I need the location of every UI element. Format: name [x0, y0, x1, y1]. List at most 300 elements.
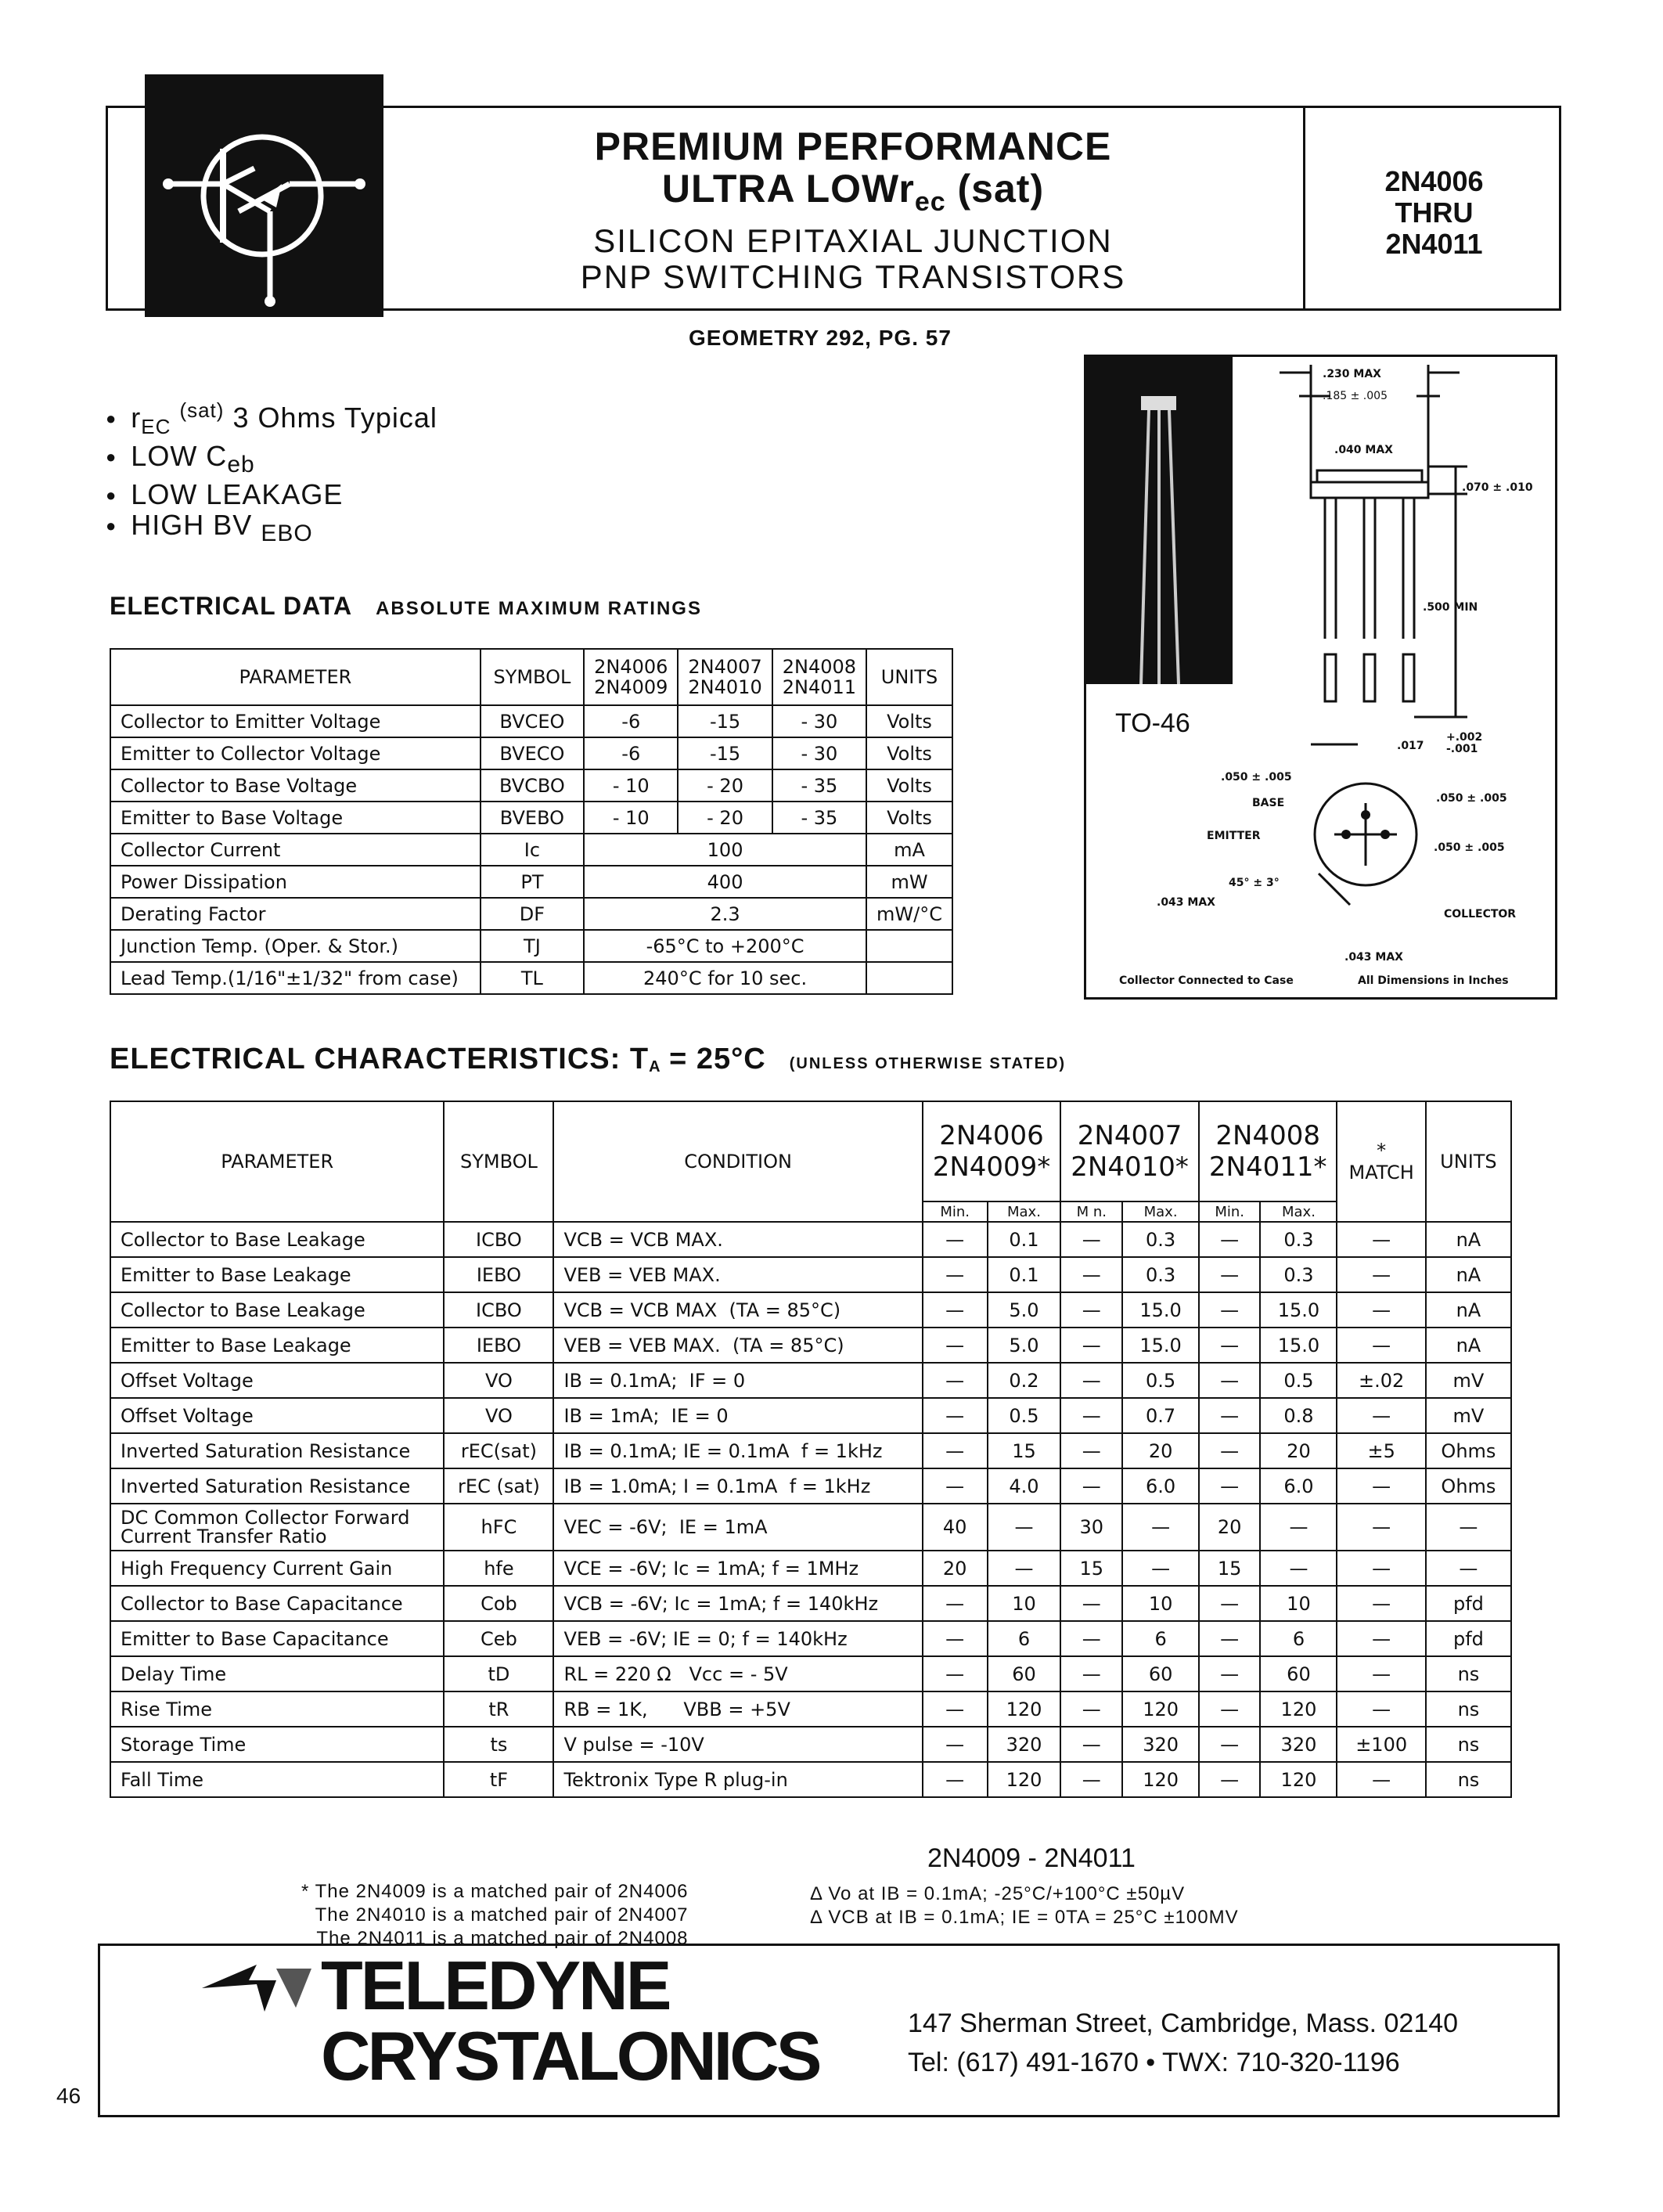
cell-symbol: tR	[444, 1691, 553, 1727]
cell-parameter: Delay Time	[110, 1656, 444, 1691]
cell-value: —	[1199, 1398, 1261, 1433]
cell-value: 15	[988, 1433, 1061, 1468]
dim-040: .040 MAX	[1334, 444, 1393, 456]
col-symbol: SYMBOL	[481, 649, 584, 705]
section-title-sub: A	[649, 1058, 661, 1076]
cell-value: —	[1060, 1363, 1122, 1398]
cell-value: 320	[1122, 1727, 1199, 1762]
cell-condition: IB = 0.1mA; IF = 0	[553, 1363, 922, 1398]
cell-value: —	[988, 1551, 1061, 1586]
feature-item	[106, 480, 437, 510]
abs-rows	[110, 705, 952, 994]
cell-value: 0.3	[1260, 1222, 1337, 1257]
cell-value: 400	[584, 866, 866, 898]
cell-value: —	[923, 1433, 988, 1468]
title-line1: PREMIUM PERFORMANCE	[594, 124, 1112, 168]
cell-value: —	[1260, 1551, 1337, 1586]
section-title: ELECTRICAL CHARACTERISTICS: T	[110, 1043, 650, 1075]
cell-value: 4.0	[988, 1468, 1061, 1504]
cell-value: —	[1060, 1762, 1122, 1797]
cell-condition: IB = 0.1mA; IE = 0.1mA f = 1kHz	[553, 1433, 922, 1468]
cell-match: —	[1337, 1621, 1425, 1656]
table-row	[110, 1292, 1511, 1328]
cell-param: Lead Temp.(1/16"±1/32" from case)	[110, 962, 481, 994]
cell-match: —	[1337, 1398, 1425, 1433]
geometry-reference: GEOMETRY 292, PG. 57	[689, 326, 952, 350]
cell-units: mW/°C	[866, 898, 952, 930]
cell-value: —	[1060, 1292, 1122, 1328]
matched-pair-notes	[301, 1880, 689, 1951]
part-line2: THRU	[1395, 196, 1474, 229]
table-row	[110, 1328, 1511, 1363]
brand-line2: CRYSTALONICS	[321, 2017, 819, 2095]
cell-value: —	[1199, 1762, 1261, 1797]
collector-pin-icon	[1380, 830, 1390, 839]
cell-units: pfd	[1426, 1621, 1511, 1656]
transistor-photo-icon	[1086, 357, 1233, 684]
cell-value: —	[1060, 1222, 1122, 1257]
table-row	[110, 1727, 1511, 1762]
transistor-symbol-logo	[145, 74, 383, 317]
feature-item	[106, 395, 437, 441]
title-line2-sub: ec	[914, 187, 946, 217]
cell-param: Collector Current	[110, 834, 481, 866]
cell-value: 60	[1122, 1656, 1199, 1691]
cell-parameter: Fall Time	[110, 1762, 444, 1797]
feature-item	[106, 510, 437, 549]
table-row	[110, 962, 952, 994]
table-row	[110, 1504, 1511, 1551]
cell-value: —	[1199, 1222, 1261, 1257]
title-line3: SILICON EPITAXIAL JUNCTION	[593, 222, 1113, 259]
cell-parameter: Collector to Base Leakage	[110, 1292, 444, 1328]
table-row	[110, 1363, 1511, 1398]
cell-symbol: Cob	[444, 1586, 553, 1621]
cell-value: —	[1199, 1257, 1261, 1292]
cell-symbol: IEBO	[444, 1257, 553, 1292]
col-units: UNITS	[866, 649, 952, 705]
cell-value: —	[1060, 1656, 1122, 1691]
note-collector-case: Collector Connected to Case	[1119, 975, 1294, 987]
label-emitter: EMITTER	[1207, 830, 1261, 842]
table-row	[110, 1656, 1511, 1691]
cell-match: —	[1337, 1586, 1425, 1621]
dim-050b: .050 ± .005	[1436, 792, 1507, 805]
cell-symbol: IEBO	[444, 1328, 553, 1363]
match-star: *	[1377, 1140, 1387, 1162]
cell-v3: - 35	[772, 769, 866, 802]
label-base: BASE	[1252, 797, 1285, 809]
cell-value: 120	[988, 1691, 1061, 1727]
cell-value: —	[988, 1504, 1061, 1551]
cell-value: 0.2	[988, 1363, 1061, 1398]
cell-value: —	[1199, 1328, 1261, 1363]
cell-value: —	[923, 1656, 988, 1691]
cell-v1: -6	[584, 705, 678, 737]
table-row	[110, 737, 952, 769]
cell-value: 6	[988, 1621, 1061, 1656]
cell-units: Volts	[866, 802, 952, 834]
table-row	[110, 1398, 1511, 1433]
cell-value: 6.0	[1260, 1468, 1337, 1504]
cell-value: 15	[1060, 1551, 1122, 1586]
cell-parameter: Emitter to Base Leakage	[110, 1328, 444, 1363]
cell-value: —	[1199, 1363, 1261, 1398]
cell-parameter: Inverted Saturation Resistance	[110, 1468, 444, 1504]
cell-condition: VEC = -6V; IE = 1mA	[553, 1504, 922, 1551]
cell-value: —	[1199, 1468, 1261, 1504]
cell-param: Collector to Emitter Voltage	[110, 705, 481, 737]
cell-value: 120	[1122, 1691, 1199, 1727]
title-line2-text: ULTRA LOWr	[661, 167, 915, 211]
cell-value: —	[923, 1691, 988, 1727]
cell-units: Ohms	[1426, 1468, 1511, 1504]
cell-value: 120	[1260, 1691, 1337, 1727]
teledyne-logo-icon	[202, 1961, 319, 2016]
feature-text: LOW C	[131, 440, 228, 473]
table-row	[110, 834, 952, 866]
cell-value: 15.0	[1260, 1292, 1337, 1328]
cell-symbol: hFC	[444, 1504, 553, 1551]
cell-condition: Tektronix Type R plug-in	[553, 1762, 922, 1797]
cell-condition: VEB = VEB MAX.	[553, 1257, 922, 1292]
cell-parameter: Collector to Base Leakage	[110, 1222, 444, 1257]
cell-units: ns	[1426, 1691, 1511, 1727]
part-number-block	[1307, 166, 1561, 260]
cell-condition: VCB = VCB MAX.	[553, 1222, 922, 1257]
cell-match: —	[1337, 1468, 1425, 1504]
footnote: * The 2N4009 is a matched pair of 2N4006	[301, 1881, 689, 1902]
feature-item	[106, 441, 437, 480]
table-row	[110, 1257, 1511, 1292]
cell-param: Collector to Base Voltage	[110, 769, 481, 802]
cell-units: mW	[866, 866, 952, 898]
cell-condition: VCB = VCB MAX (TA = 85°C)	[553, 1292, 922, 1328]
cell-symbol: BVCBO	[481, 769, 584, 802]
cell-value: —	[923, 1762, 988, 1797]
cell-value: —	[923, 1621, 988, 1656]
cell-value: 15.0	[1122, 1328, 1199, 1363]
cell-value: 30	[1060, 1504, 1122, 1551]
feature-text: LOW LEAKAGE	[131, 478, 344, 511]
cell-value: -65°C to +200°C	[584, 930, 866, 962]
feature-sub: EBO	[261, 521, 313, 547]
feature-text: r	[131, 402, 142, 434]
angle-label: 45° ± 3°	[1229, 877, 1280, 889]
cell-v3: - 30	[772, 705, 866, 737]
cell-value: 120	[1122, 1762, 1199, 1797]
col-group1: 2N4006 2N4009*	[923, 1101, 1061, 1201]
cell-condition: RL = 220 Ω Vcc = - 5V	[553, 1656, 922, 1691]
cell-value: 6.0	[1122, 1468, 1199, 1504]
cell-value: —	[1122, 1551, 1199, 1586]
cell-value: 20	[923, 1551, 988, 1586]
cell-symbol: VO	[444, 1363, 553, 1398]
feature-sup: (sat)	[179, 398, 225, 422]
footnote: The 2N4010 is a matched pair of 2N4007	[315, 1904, 689, 1926]
delta-spec: Δ Vo at IB = 0.1mA; -25°C/+100°C ±50µV	[810, 1883, 1186, 1904]
cell-units: mA	[866, 834, 952, 866]
max-label: Max.	[1260, 1201, 1337, 1222]
cell-symbol: rEC(sat)	[444, 1433, 553, 1468]
cell-symbol: BVCEO	[481, 705, 584, 737]
table-header-row	[110, 1101, 1511, 1201]
absolute-max-ratings-table	[110, 648, 953, 995]
section-subtitle: ABSOLUTE MAXIMUM RATINGS	[376, 598, 702, 619]
cell-v2: - 20	[678, 802, 772, 834]
cell-symbol: tD	[444, 1656, 553, 1691]
cell-value: 0.3	[1260, 1257, 1337, 1292]
cell-parameter: Collector to Base Capacitance	[110, 1586, 444, 1621]
cell-value: —	[923, 1468, 988, 1504]
package-name: TO-46	[1115, 708, 1190, 738]
cell-symbol: Ic	[481, 834, 584, 866]
cell-units: mV	[1426, 1363, 1511, 1398]
col-group3: 2N4008 2N4011	[772, 649, 866, 705]
cell-match: ±.02	[1337, 1363, 1425, 1398]
cell-v3: - 30	[772, 737, 866, 769]
cell-units: nA	[1426, 1257, 1511, 1292]
feature-sub: eb	[227, 452, 255, 478]
cell-symbol: hfe	[444, 1551, 553, 1586]
cell-symbol: rEC (sat)	[444, 1468, 553, 1504]
cell-units: —	[1426, 1551, 1511, 1586]
cell-match: —	[1337, 1222, 1425, 1257]
cell-value: —	[1199, 1586, 1261, 1621]
cell-value: —	[1122, 1504, 1199, 1551]
cell-value: —	[1060, 1586, 1122, 1621]
title-line2	[438, 168, 1268, 223]
cell-value: —	[1199, 1727, 1261, 1762]
cell-value: 40	[923, 1504, 988, 1551]
footnote: The 2N4011 is a matched pair of 2N4008	[316, 1928, 689, 1949]
min-label: Min.	[1199, 1201, 1261, 1222]
cell-value: 5.0	[988, 1292, 1061, 1328]
note-dimensions: All Dimensions in Inches	[1358, 975, 1509, 987]
cell-units: mV	[1426, 1398, 1511, 1433]
feature-list	[106, 395, 437, 549]
base-pin-icon	[1361, 810, 1370, 820]
cell-value: 10	[1122, 1586, 1199, 1621]
header-divider	[1303, 106, 1305, 311]
cell-parameter: Inverted Saturation Resistance	[110, 1433, 444, 1468]
title-line4: PNP SWITCHING TRANSISTORS	[580, 258, 1126, 295]
match-label: MATCH	[1348, 1162, 1414, 1183]
col-group2: 2N4007 2N4010	[678, 649, 772, 705]
cell-parameter: DC Common Collector Forward Current Transfer Ratio	[110, 1504, 444, 1551]
cell-value: —	[1060, 1691, 1122, 1727]
electrical-characteristics-table	[110, 1101, 1512, 1798]
cell-value: —	[1060, 1468, 1122, 1504]
cell-symbol: PT	[481, 866, 584, 898]
table-row	[110, 930, 952, 962]
cell-value: 6	[1260, 1621, 1337, 1656]
cell-value: 0.5	[1122, 1363, 1199, 1398]
cell-param: Emitter to Collector Voltage	[110, 737, 481, 769]
table-row	[110, 1586, 1511, 1621]
cell-units: nA	[1426, 1222, 1511, 1257]
cell-v3: - 35	[772, 802, 866, 834]
cell-units: Ohms	[1426, 1433, 1511, 1468]
cell-value: —	[923, 1398, 988, 1433]
dim-230: .230 MAX	[1323, 368, 1381, 380]
cell-value: —	[1060, 1257, 1122, 1292]
dim-185: .185 ± .005	[1323, 390, 1388, 402]
table-row	[110, 1468, 1511, 1504]
col-symbol: SYMBOL	[444, 1101, 553, 1222]
cell-parameter: Offset Voltage	[110, 1363, 444, 1398]
cell-value: 0.3	[1122, 1257, 1199, 1292]
col-match	[1337, 1101, 1425, 1222]
cell-value: —	[1060, 1621, 1122, 1656]
min-label: Min.	[923, 1201, 988, 1222]
table-row	[110, 866, 952, 898]
cell-condition: VEB = VEB MAX. (TA = 85°C)	[553, 1328, 922, 1363]
cell-units: nA	[1426, 1328, 1511, 1363]
cell-value: 15	[1199, 1551, 1261, 1586]
table-row	[110, 1222, 1511, 1257]
cell-param: Junction Temp. (Oper. & Stor.)	[110, 930, 481, 962]
cell-units: —	[1426, 1504, 1511, 1551]
table-row	[110, 1621, 1511, 1656]
cell-value: 2.3	[584, 898, 866, 930]
cell-value: 320	[1260, 1727, 1337, 1762]
cell-value: —	[1199, 1292, 1261, 1328]
cell-value: 10	[988, 1586, 1061, 1621]
dim-017-tolerance: +.002 -.001	[1446, 731, 1483, 755]
cell-value: —	[1260, 1504, 1337, 1551]
cell-match: —	[1337, 1504, 1425, 1551]
cell-value: —	[923, 1586, 988, 1621]
min-label: M n.	[1060, 1201, 1122, 1222]
cell-value: 60	[1260, 1656, 1337, 1691]
part-line3: 2N4011	[1385, 228, 1483, 260]
feature-sub: EC	[141, 415, 171, 439]
cell-value: —	[1060, 1398, 1122, 1433]
section-title-end: = 25°C	[660, 1043, 766, 1075]
cell-value: 240°C for 10 sec.	[584, 962, 866, 994]
cell-param: Derating Factor	[110, 898, 481, 930]
cell-value: —	[923, 1363, 988, 1398]
part-line1: 2N4006	[1384, 165, 1484, 197]
characteristics-heading	[110, 1043, 1066, 1076]
cell-symbol: ICBO	[444, 1222, 553, 1257]
cell-v1: - 10	[584, 802, 678, 834]
cell-value: 15.0	[1122, 1292, 1199, 1328]
cell-units: Volts	[866, 769, 952, 802]
company-address	[908, 2004, 1458, 2082]
dim-043a: .043 MAX	[1157, 896, 1215, 909]
cell-value: 60	[988, 1656, 1061, 1691]
cell-value: 0.3	[1122, 1222, 1199, 1257]
cell-condition: V pulse = -10V	[553, 1727, 922, 1762]
cell-value: 5.0	[988, 1328, 1061, 1363]
cell-value: 20	[1199, 1504, 1261, 1551]
cell-parameter: Offset Voltage	[110, 1398, 444, 1433]
cell-symbol: tF	[444, 1762, 553, 1797]
cell-symbol: VO	[444, 1398, 553, 1433]
feature-rest: 3 Ohms Typical	[224, 402, 437, 434]
cell-value: —	[923, 1328, 988, 1363]
col-condition: CONDITION	[553, 1101, 922, 1222]
cell-condition: VCB = -6V; Ic = 1mA; f = 140kHz	[553, 1586, 922, 1621]
dim-070: .070 ± .010	[1462, 481, 1533, 494]
cell-units: ns	[1426, 1762, 1511, 1797]
characteristics-rows	[110, 1222, 1511, 1797]
cell-parameter: Emitter to Base Leakage	[110, 1257, 444, 1292]
feature-text: HIGH BV	[131, 509, 253, 542]
table-header-row	[110, 649, 952, 705]
cell-symbol: ts	[444, 1727, 553, 1762]
cell-units	[866, 930, 952, 962]
section-subtitle: (UNLESS OTHERWISE STATED)	[789, 1055, 1067, 1072]
dim-500: .500 MIN	[1423, 601, 1478, 614]
cell-condition: IB = 1mA; IE = 0	[553, 1398, 922, 1433]
cell-parameter: Emitter to Base Capacitance	[110, 1621, 444, 1656]
matched-pair-deltas	[810, 1882, 1239, 1929]
cell-value: 120	[1260, 1762, 1337, 1797]
cell-condition: VEB = -6V; IE = 0; f = 140kHz	[553, 1621, 922, 1656]
cell-value: 320	[988, 1727, 1061, 1762]
max-label: Max.	[1122, 1201, 1199, 1222]
col-group2: 2N4007 2N4010*	[1060, 1101, 1199, 1201]
table-row	[110, 1762, 1511, 1797]
col-group3: 2N4008 2N4011*	[1199, 1101, 1337, 1201]
cell-parameter: Storage Time	[110, 1727, 444, 1762]
table-row	[110, 1691, 1511, 1727]
cell-symbol: Ceb	[444, 1621, 553, 1656]
cell-v2: -15	[678, 737, 772, 769]
cell-match: —	[1337, 1292, 1425, 1328]
phone-line: Tel: (617) 491-1670 • TWX: 710-320-1196	[908, 2048, 1400, 2077]
cell-value: —	[923, 1292, 988, 1328]
cell-units: Volts	[866, 737, 952, 769]
cell-value: 0.1	[988, 1257, 1061, 1292]
cell-v1: -6	[584, 737, 678, 769]
cell-symbol: DF	[481, 898, 584, 930]
cell-value: —	[923, 1257, 988, 1292]
cell-value: 0.7	[1122, 1398, 1199, 1433]
cell-value: 0.5	[1260, 1363, 1337, 1398]
cell-symbol: BVEBO	[481, 802, 584, 834]
cell-value: —	[1199, 1691, 1261, 1727]
cell-match: —	[1337, 1257, 1425, 1292]
title-block	[438, 125, 1268, 295]
electrical-data-heading	[110, 592, 702, 621]
package-photo	[1086, 357, 1233, 684]
cell-units: Volts	[866, 705, 952, 737]
cell-value: 120	[988, 1762, 1061, 1797]
cell-units: nA	[1426, 1292, 1511, 1328]
col-group1: 2N4006 2N4009	[584, 649, 678, 705]
col-parameter: PARAMETER	[110, 1101, 444, 1222]
cell-value: —	[1199, 1621, 1261, 1656]
cell-value: —	[1060, 1328, 1122, 1363]
cell-value: —	[1199, 1433, 1261, 1468]
emitter-pin-icon	[1341, 830, 1351, 839]
cell-value: —	[923, 1727, 988, 1762]
cell-param: Power Dissipation	[110, 866, 481, 898]
cell-param: Emitter to Base Voltage	[110, 802, 481, 834]
page-number: 46	[56, 2084, 81, 2108]
cell-v2: -15	[678, 705, 772, 737]
table-row	[110, 898, 952, 930]
table-row	[110, 1433, 1511, 1468]
cell-units: ns	[1426, 1656, 1511, 1691]
cell-value: —	[923, 1222, 988, 1257]
cell-value: 20	[1260, 1433, 1337, 1468]
cell-match: ±5	[1337, 1433, 1425, 1468]
